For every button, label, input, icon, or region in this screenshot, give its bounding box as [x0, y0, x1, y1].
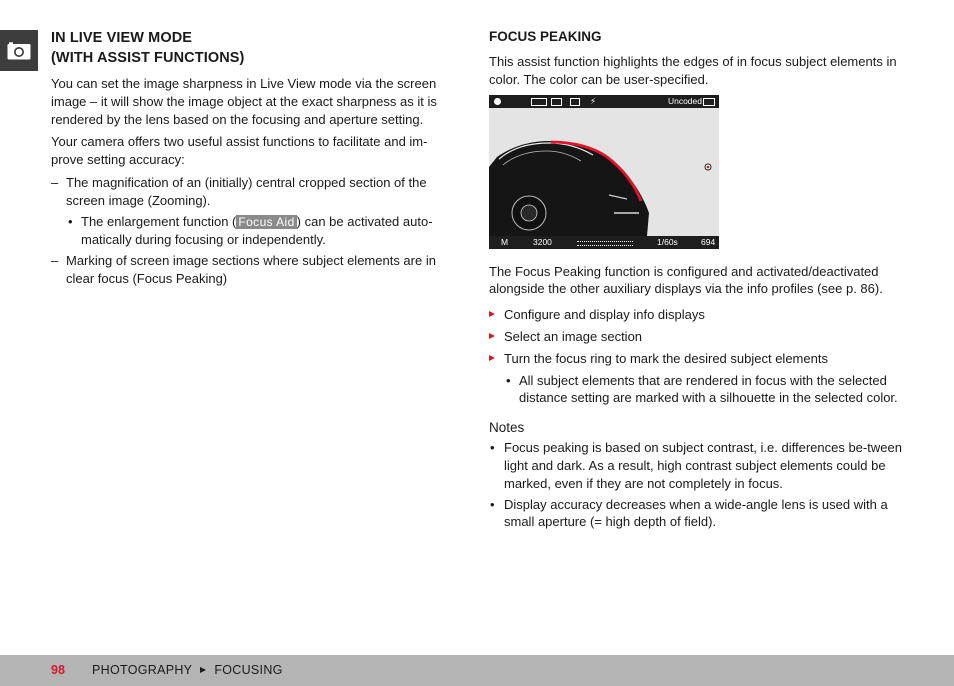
assist-functions-paragraph: Your camera offers two useful assist functions to facilitate and im-prove setting accuracy: — [51, 134, 428, 168]
heading-line-1: IN LIVE VIEW MODE — [51, 30, 193, 46]
bullet-mark: • — [506, 372, 511, 388]
screen-top-status-bar — [489, 95, 719, 108]
screen-bottom-status-bar — [489, 236, 719, 249]
breadcrumb — [92, 655, 283, 686]
note-item: • Display accuracy decreases when a wide-angle lens is used with a small aperture (= high depth of field). — [490, 496, 888, 530]
step-item: Configure and display info displays — [489, 306, 907, 324]
drive-mode-icon — [570, 98, 580, 106]
right-column — [489, 28, 907, 534]
lens-type-label: Uncoded — [667, 95, 702, 106]
exposure-mode-label: M — [501, 236, 509, 247]
heading-line-2: (WITH ASSIST FUNCTIONS) — [51, 50, 245, 66]
battery-icon — [703, 98, 715, 106]
breadcrumb-subsection: FOCUSING — [214, 663, 283, 677]
car-silhouette-image — [489, 95, 719, 249]
bullet-mark: • — [68, 213, 73, 229]
page-number: 98 — [51, 663, 65, 677]
triangle-arrow-icon — [489, 311, 495, 317]
steps-list — [489, 306, 907, 407]
page-footer — [0, 655, 954, 686]
step-result-item: • All subject elements that are rendered in focus with the selected distance setting are marked with a silhouette in the selected color. — [506, 372, 898, 406]
iso-label: 3200 — [533, 236, 552, 247]
flash-icon: ⚡ — [590, 95, 596, 106]
exposure-mode-icon — [494, 98, 501, 105]
live-view-screen-illustration — [489, 95, 719, 249]
breadcrumb-separator-icon — [200, 667, 206, 673]
shots-remaining-label: 694 — [701, 236, 716, 247]
list-item-focus-peaking: – Marking of screen image sections where subject elements are in clear focus (Focus Peaking) — [51, 252, 459, 288]
dng-format-icon — [531, 98, 547, 106]
focus-peaking-intro: This assist function highlights the edges of in focus subject elements in color. The color can be user-specified. — [489, 54, 897, 87]
notes-title: Notes — [489, 420, 525, 436]
notes-list — [489, 439, 907, 531]
step-item: Turn the focus ring to mark the desired subject elements — [489, 350, 907, 368]
metering-icon — [551, 98, 562, 106]
focus-aid-term: Focus Aid — [238, 214, 295, 229]
configuration-paragraph: The Focus Peaking function is configured and activated/deactivated alongside the other auxiliary displays via the info profiles (see p. 86). — [489, 263, 883, 297]
exposure-scale — [577, 241, 633, 246]
breadcrumb-section: PHOTOGRAPHY — [92, 663, 193, 677]
left-column — [51, 28, 459, 291]
section-tab-camera — [0, 30, 38, 71]
focus-peaking-heading: FOCUS PEAKING — [489, 29, 602, 44]
shutter-speed-label: 1/60s — [657, 236, 678, 247]
step-item: Select an image section — [489, 328, 907, 346]
section-heading — [51, 28, 459, 68]
list-item-focus-aid: • The enlargement function ( Focus Aid ) can be activated auto-matically during focusing or independently. — [68, 213, 433, 248]
assist-functions-list — [51, 174, 459, 288]
triangle-arrow-icon — [489, 355, 495, 361]
note-item: • Focus peaking is based on subject contrast, i.e. differences be-tween light and dark. As a result, high contrast subject elements could be marked, even if they are not completely in focus. — [490, 440, 902, 491]
list-item-zooming: – The magnification of an (initially) central cropped section of the screen image (Zooming). — [51, 174, 459, 210]
intro-paragraph: You can set the image sharpness in Live View mode via the screen image – it will show the image object at the exact sharpness as it is rendered by the lens based on the focusing and aperture setting. — [51, 76, 437, 127]
camera-icon — [7, 42, 31, 60]
bullet-mark: • — [490, 496, 495, 512]
bullet-mark: • — [490, 440, 495, 456]
triangle-arrow-icon — [489, 333, 495, 339]
